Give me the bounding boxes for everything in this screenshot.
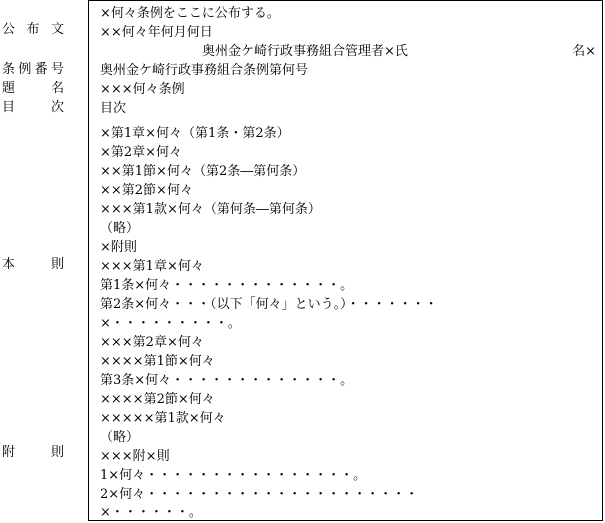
contents-item: ××第2節×何々	[100, 183, 193, 198]
chapter-heading: ×××第1章×何々	[100, 259, 204, 274]
contents-heading: 目次	[100, 101, 127, 116]
label-contents: 目次	[2, 100, 64, 115]
label-ordinance-number: 条例番号	[2, 62, 64, 77]
article-line: 第3条×何々・・・・・・・・・・・・・。	[100, 373, 354, 388]
administrator-name: 奥州金ケ崎行政事務組合管理者×氏	[202, 44, 408, 59]
supplementary-item: 1×何々・・・・・・・・・・・・・・・・。	[100, 468, 367, 483]
contents-item: ×××第1款×何々（第何条―第何条）	[100, 202, 321, 217]
contents-item: ×附則	[100, 240, 137, 255]
chapter-heading: ×××第2章×何々	[100, 335, 204, 350]
supplementary-heading: ×××附×則	[100, 449, 170, 464]
article-continuation: ×・・・・・・・・・。	[100, 316, 241, 331]
label-promulgation: 公布文	[2, 22, 64, 37]
contents-item: ××第1節×何々（第2条―第何条）	[100, 164, 306, 179]
contents-item: ×第1章×何々（第1条・第2条）	[100, 126, 290, 141]
section-heading: ××××第1節×何々	[100, 354, 215, 369]
omitted-marker: （略）	[100, 430, 140, 445]
subsection-heading: ×××××第1款×何々	[100, 411, 226, 426]
promulgation-date: ××何々年何月何日	[100, 25, 213, 40]
contents-item: ×第2章×何々	[100, 145, 183, 160]
administrator-name-suffix: 名×	[572, 44, 596, 59]
promulgation-statement: ×何々条例をここに公布する。	[100, 6, 280, 21]
ordinance-title: ×××何々条例	[100, 82, 185, 97]
label-title: 題名	[2, 81, 64, 96]
article-line: 第1条×何々・・・・・・・・・・・・・。	[100, 278, 354, 293]
label-main-provisions: 本則	[2, 257, 64, 272]
ordinance-number: 奥州金ケ崎行政事務組合条例第何号	[100, 63, 309, 78]
label-supplementary: 附則	[2, 445, 64, 460]
article-line: 第2条×何々・・・（以下「何々」という。）・・・・・・・	[100, 297, 438, 312]
section-heading: ××××第2節×何々	[100, 392, 215, 407]
ordinance-template-box	[88, 0, 603, 521]
row-labels	[0, 0, 88, 523]
contents-omitted: （略）	[100, 221, 140, 236]
supplementary-continuation: ×・・・・・・。	[100, 505, 202, 520]
supplementary-item: 2×何々・・・・・・・・・・・・・・・・・・・・・	[100, 487, 419, 502]
